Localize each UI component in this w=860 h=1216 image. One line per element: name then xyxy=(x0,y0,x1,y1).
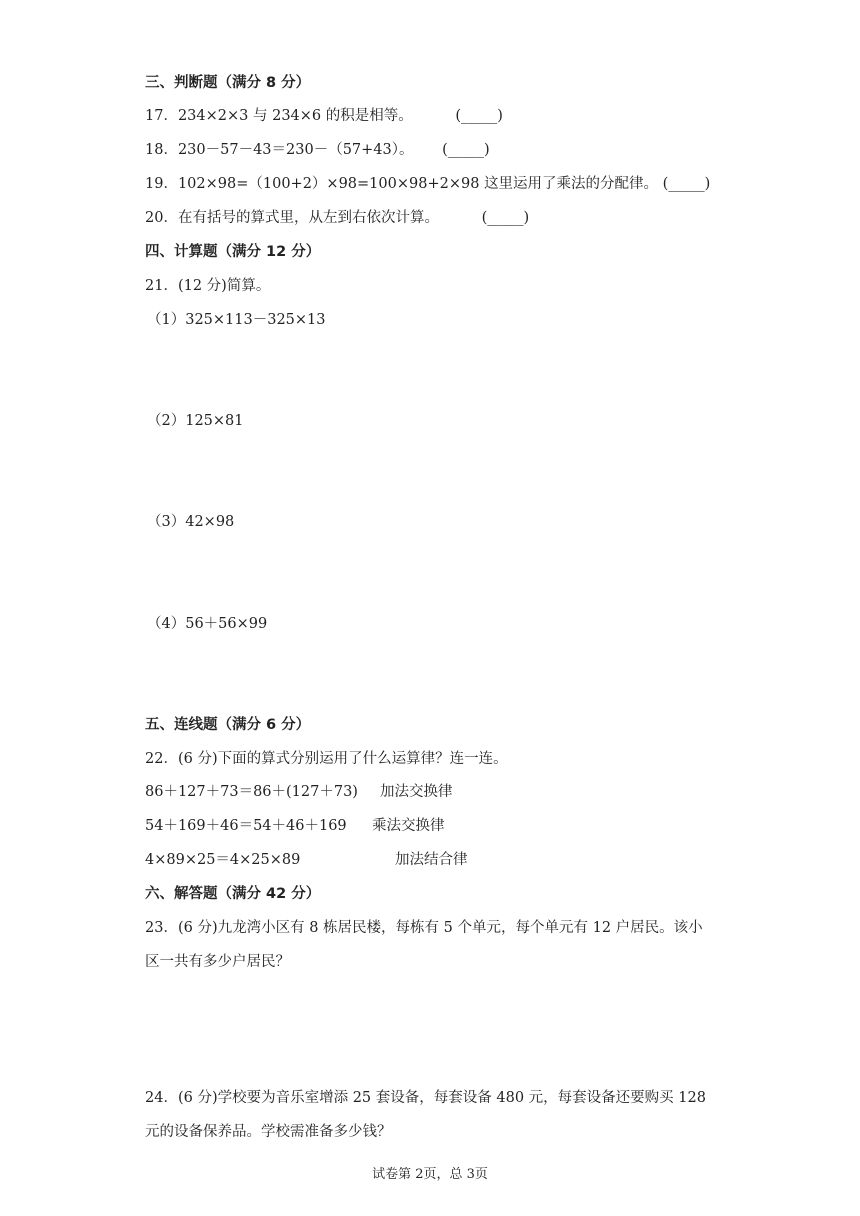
question-19 xyxy=(145,174,710,194)
question-21-text: 21．(12 分)简算。 xyxy=(145,278,271,294)
match-right-3[interactable]: 加法结合律 xyxy=(395,852,468,868)
match-left-2[interactable]: 54＋169＋46＝54＋46＋169 xyxy=(145,818,347,834)
section-heading-judge: 三、判断题（满分 8 分） xyxy=(145,75,311,91)
question-23-line-2: 区一共有多少户居民？ xyxy=(145,954,290,970)
question-text: 19．102×98=（100+2）×98=100×98+2×98 这里运用了乘法的分配律。 xyxy=(145,176,659,192)
question-24-line-2: 元的设备保养品。学校需准备多少钱？ xyxy=(145,1124,392,1140)
answer-blank: (_____) xyxy=(662,176,711,192)
question-22-text: 22．(6 分)下面的算式分别运用了什么运算律？连一连。 xyxy=(145,751,508,767)
question-text: 20．在有括号的算式里，从左到右依次计算。 xyxy=(145,210,439,226)
answer-blank: (_____) xyxy=(455,108,503,124)
question-21-part-3: （3）42×98 xyxy=(147,514,235,530)
section-heading-calc: 四、计算题（满分 12 分） xyxy=(145,244,321,260)
question-21-part-2: （2）125×81 xyxy=(147,413,244,429)
question-24-line-1: 24．(6 分)学校要为音乐室增添 25 套设备，每套设备 480 元，每套设备还要购买 128 xyxy=(145,1090,706,1106)
question-20 xyxy=(145,208,529,228)
section-heading-match: 五、连线题（满分 6 分） xyxy=(145,717,311,733)
answer-blank: (_____) xyxy=(442,142,490,158)
answer-blank: (_____) xyxy=(481,210,530,226)
match-left-3[interactable]: 4×89×25＝4×25×89 xyxy=(145,852,301,868)
question-text: 17．234×2×3 与 234×6 的积是相等。 xyxy=(145,108,413,124)
page-footer: 试卷第 2页，总 3页 xyxy=(372,1167,488,1182)
question-text: 18．230－57－43＝230－（57+43）。 xyxy=(145,142,414,158)
question-21-part-1: （1）325×113－325×13 xyxy=(147,312,326,328)
match-right-1[interactable]: 加法交换律 xyxy=(380,784,453,800)
question-17 xyxy=(145,106,503,126)
match-left-1[interactable]: 86＋127＋73＝86＋(127＋73) xyxy=(145,784,358,800)
match-right-2[interactable]: 乘法交换律 xyxy=(372,818,445,834)
question-23-line-1: 23．(6 分)九龙湾小区有 8 栋居民楼，每栋有 5 个单元，每个单元有 12 户居民。该小 xyxy=(145,920,703,936)
question-21-part-4: （4）56＋56×99 xyxy=(147,616,268,632)
question-18 xyxy=(145,140,490,160)
section-heading-solve: 六、解答题（满分 42 分） xyxy=(145,886,321,902)
